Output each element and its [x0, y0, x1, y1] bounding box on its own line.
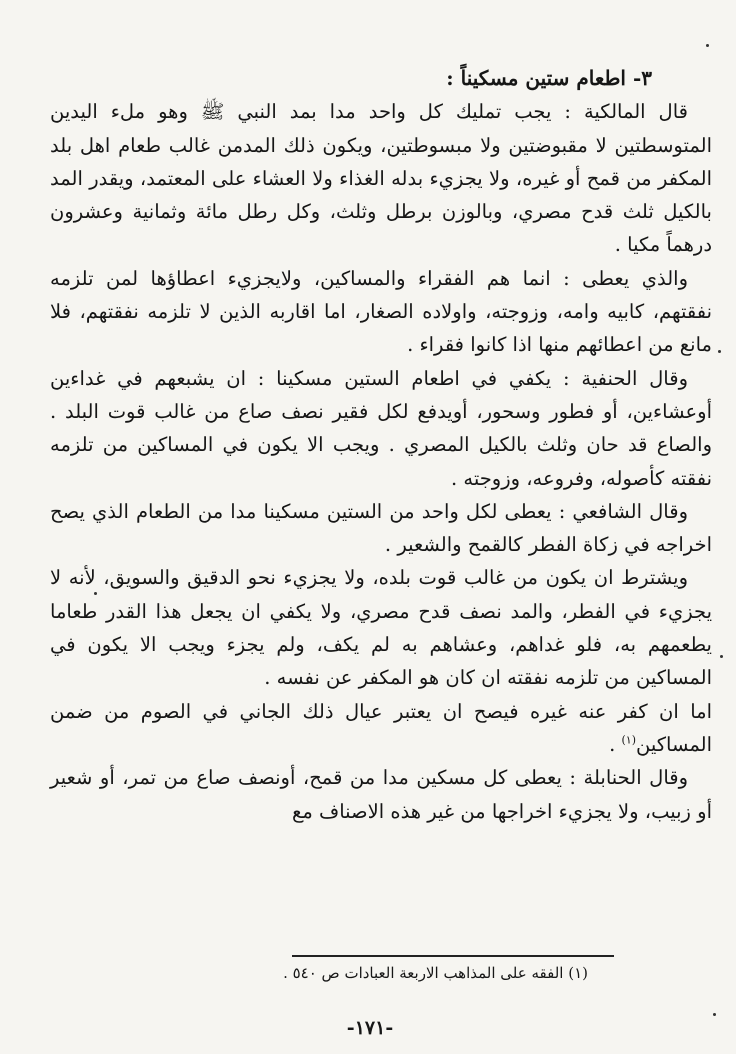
footnote-divider: [292, 955, 614, 957]
scan-speck: [718, 350, 721, 353]
section-heading: ٣- اطعام ستين مسكيناً :: [446, 66, 652, 90]
paragraph-condition: ويشترط ان يكون من غالب قوت بلده، ولا يجزيء نحو الدقيق والسويق، لأنه لا يجزيء في الفطر، والمد نصف قدح مصري، ولا يكفي ان يجعل هذا القدر طعاما يطعمهم به، فلو غداهم، وعشاهم به لم يكف، ولم يجزء ويجب الا يكون في المساكين من تلزمه نفقته ان كان هو المكفر عن نفسه .: [50, 566, 712, 690]
paragraph-hanafi: وقال الحنفية : يكفي في اطعام الستين مسكينا : ان يشبعهم في غداءين أوعشاءين، أو فطور وسحور، أويدفع لكل فقير نصف صاع من غالب قوت البلد . والصاع قد حان وثلث بالكيل المصري . ويجب الا يكون في المساكين من تلزمه نفقته كأصوله، وفروعه، وزوجته .: [50, 366, 712, 490]
scan-speck: [706, 44, 709, 47]
paragraph-expiator: اما ان كفر عنه غيره فيصح ان يعتبر عيال ذلك الجاني في الصوم من ضمن المساكين$^{(١)}$ .: [50, 699, 712, 756]
scan-speck: [94, 592, 97, 595]
scan-speck: [720, 655, 723, 658]
scan-speck: [713, 1013, 716, 1016]
paragraph-shafii: وقال الشافعي : يعطى لكل واحد من الستين مسكينا مدا من الطعام الذي يصح اخراجه في زكاة الفطر كالقمح والشعير .: [50, 499, 712, 557]
paragraph-hanbali: وقال الحنابلة : يعطى كل مسكين مدا من قمح، أونصف صاع من تمر، أو شعير أو زبيب، ولا يجزيء اخراجها من غير هذه الاصناف مع: [50, 766, 712, 823]
footnote: (١) الفقه على المذاهب الاربعة العبادات ص ٥٤٠ .: [283, 964, 588, 982]
page-number: -١٧١-: [346, 1017, 394, 1039]
paragraph-expiator-text: اما ان كفر عنه غيره فيصح ان يعتبر عيال ذلك الجاني في الصوم من ضمن المساكين: [50, 699, 712, 756]
paragraph-recipients: والذي يعطى : انما هم الفقراء والمساكين، ولايجزيء اعطاؤها لمن تلزمه نفقتهم، كابيه وامه، وزوجته، واولاده الصغار، اما اقاربه الذين لا تلزمه نفقتهم، فلا مانع من اعطائهم منها اذا كانوا فقراء .: [50, 266, 712, 357]
page-body: [50, 62, 712, 828]
paragraph-maliki: قال المالكية : يجب تمليك كل واحد مدا بمد النبي ﷺ وهو ملء اليدين المتوسطتين لا مقبوضتين ولا مبسوطتين، ويكون ذلك المدمن غالب طعام اهل بلد المكفر من قمح أو غيره، ولا يجزيء بدله الغذاء ولا العشاء على المعتمد، ويقدر المد بالكيل ثلث قدح مصري، وبالوزن برطل وثلث، وكل رطل مائة وثمانية وعشرون درهماً مكيا .: [50, 100, 712, 257]
footnote-reference: (١): [621, 733, 637, 747]
